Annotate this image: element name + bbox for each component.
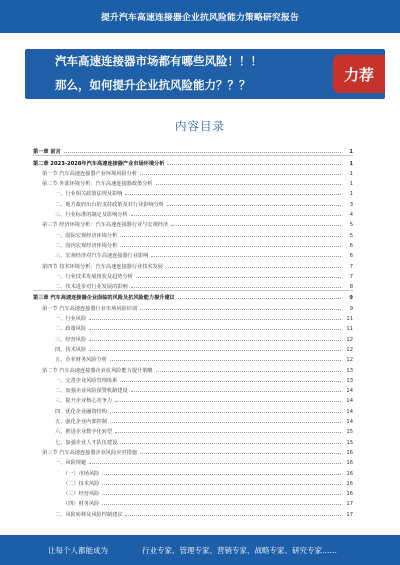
- footer-bar: [0, 535, 400, 565]
- toc-leader-dots: [140, 173, 341, 175]
- toc-entry-page: 9: [349, 295, 353, 302]
- banner-line-1: 汽车高速连接器市场都有哪些风险！！！: [55, 54, 262, 68]
- toc-entry[interactable]: [33, 259, 353, 269]
- toc-entry-page: 8: [349, 284, 353, 291]
- toc-entry-page: 15: [346, 429, 353, 436]
- toc-entry-page: 16: [346, 491, 353, 498]
- toc-entry[interactable]: [33, 425, 353, 435]
- toc-leader-dots: [156, 370, 341, 372]
- toc-entry-page: 1: [349, 160, 353, 167]
- toc-entry[interactable]: [33, 301, 353, 311]
- toc-entry-page: 12: [346, 346, 353, 353]
- footer-slogan: 让每个人都能成为: [48, 545, 108, 555]
- toc-entry-text: 三、行业标准的制定及影响分析: [55, 212, 128, 219]
- toc-entry[interactable]: [33, 197, 353, 207]
- toc-leader-dots: [89, 349, 341, 351]
- toc-entry-text: 二、技术进步对行业发展的影响: [55, 284, 128, 291]
- toc-entry[interactable]: [33, 497, 353, 507]
- toc-leader-dots: [102, 503, 341, 505]
- toc-entry-text: 第一节 汽车高速连接器行业市场风险识别: [42, 305, 138, 312]
- toc-entry-text: 第二章 2023-2028年汽车高速连接器产业市场环境分析: [33, 160, 165, 167]
- toc-entry-page: 15: [346, 439, 353, 446]
- toc-entry-text: 二、地方政府出台的支持政策及对行业影响分析: [55, 201, 164, 208]
- toc-entry[interactable]: [33, 239, 353, 249]
- toc-entry-text: 第三章 汽车高速连接器企业面临的风险及抗风险能力提升建议: [33, 295, 175, 302]
- toc-entry[interactable]: [33, 343, 353, 353]
- toc-entry-text: 二、加强企业风险预警机制建设: [55, 388, 128, 395]
- toc-entry[interactable]: [33, 353, 353, 363]
- toc-leader-dots: [110, 421, 341, 423]
- toc-entry-page: 5: [349, 222, 353, 229]
- toc-entry[interactable]: [33, 187, 353, 197]
- toc-entry[interactable]: [33, 280, 353, 290]
- toc-entry-text: （三）经营风险: [63, 491, 100, 498]
- toc-entry[interactable]: [33, 466, 353, 476]
- toc-leader-dots: [125, 514, 341, 516]
- toc-leader-dots: [151, 255, 341, 257]
- toc-entry-page: 16: [346, 470, 353, 477]
- toc-entry[interactable]: [33, 177, 353, 187]
- toc-entry-text: 一、国际宏观经济环境分析: [55, 232, 118, 239]
- header-bar: [0, 0, 400, 33]
- toc-entry-text: 七、加强企业人才队伍建设: [55, 439, 118, 446]
- toc-entry[interactable]: [33, 415, 353, 425]
- toc-entry[interactable]: [33, 446, 353, 456]
- toc-entry[interactable]: [33, 228, 353, 238]
- toc-entry-text: （二）技术风险: [63, 480, 100, 487]
- toc-entry-text: 三、经营风险: [55, 336, 87, 343]
- toc-entry-page: 1: [349, 181, 353, 188]
- toc-entry-page: 7: [349, 263, 353, 270]
- toc-entry-text: 二、风险转移及风险控制建议: [55, 511, 123, 518]
- toc-entry-page: 1: [349, 170, 353, 177]
- toc-leader-dots: [178, 297, 341, 299]
- toc-entry-text: 三、宏观经济对汽车高速连接器行业影响: [55, 253, 149, 260]
- toc-leader-dots: [166, 266, 341, 268]
- toc-entry-page: 16: [346, 460, 353, 467]
- toc-entry[interactable]: [33, 249, 353, 259]
- toc-entry-text: 一、行业风险: [55, 316, 87, 323]
- toc-leader-dots: [89, 318, 341, 320]
- toc-entry-page: 13: [346, 367, 353, 374]
- toc-entry[interactable]: [33, 322, 353, 332]
- toc-leader-dots: [136, 276, 341, 278]
- toc-leader-dots: [167, 163, 341, 165]
- toc-entry-text: 第二节 汽车高速连接器企业抗风险能力提升策略: [42, 367, 153, 374]
- toc-entry[interactable]: [33, 332, 353, 342]
- toc-entry[interactable]: [33, 477, 353, 487]
- toc-entry[interactable]: [33, 218, 353, 228]
- toc-leader-dots: [115, 431, 341, 433]
- recommend-badge: [333, 55, 385, 93]
- toc-leader-dots: [89, 339, 341, 341]
- toc-entry-page: 16: [346, 449, 353, 456]
- toc-entry-text: 二、国内宏观经济环境分析: [55, 242, 118, 249]
- toc-entry-text: 四、优化企业融资结构: [55, 408, 107, 415]
- toc-entry-text: （四）财务风险: [63, 501, 100, 508]
- toc-entry[interactable]: [33, 290, 353, 301]
- toc-entry-text: 五、强化企业内部控制: [55, 419, 107, 426]
- toc-entry-page: 6: [349, 253, 353, 260]
- toc-entry-page: 16: [346, 480, 353, 487]
- recommend-badge-label: 力荐: [343, 65, 374, 84]
- toc-leader-dots: [120, 245, 341, 247]
- toc-leader-dots: [131, 286, 341, 288]
- toc-entry-text: 一、行业技术发展现状及趋势分析: [55, 273, 133, 280]
- toc-entry[interactable]: [33, 312, 353, 322]
- toc-leader-dots: [120, 380, 341, 382]
- toc-entry[interactable]: [33, 155, 353, 166]
- toc-entry-text: 四、技术风险: [55, 346, 87, 353]
- toc-entry[interactable]: [33, 384, 353, 394]
- toc-leader-dots: [64, 151, 341, 153]
- toc-leader-dots: [120, 235, 341, 237]
- risk-banner: [25, 49, 385, 99]
- toc-entry-text: 六、推进企业数字化转型: [55, 429, 113, 436]
- report-title: 提升汽车高速连接器企业抗风险能力策略研究报告: [101, 13, 299, 23]
- toc-entry-page: 11: [346, 326, 353, 333]
- toc-leader-dots: [131, 214, 341, 216]
- banner-line-2: 那么，如何提升企业抗风险能力？？？: [55, 78, 251, 92]
- toc-leader-dots: [110, 359, 341, 361]
- toc-leader-dots: [140, 452, 341, 454]
- toc-entry-text: 二、政策风险: [55, 326, 87, 333]
- toc-leader-dots: [110, 411, 341, 413]
- toc-leader-dots: [115, 400, 341, 402]
- toc-leader-dots: [171, 224, 341, 226]
- toc-entry-page: 14: [346, 408, 353, 415]
- toc-entry[interactable]: [33, 507, 353, 517]
- table-of-contents: [33, 145, 353, 518]
- toc-leader-dots: [156, 183, 341, 185]
- toc-entry-page: 6: [349, 242, 353, 249]
- toc-entry[interactable]: [33, 404, 353, 414]
- toc-entry-text: 一、行业相关政策法规及影响: [55, 191, 123, 198]
- toc-entry-text: （一）市场风险: [63, 470, 100, 477]
- toc-entry[interactable]: [33, 487, 353, 497]
- toc-entry-text: 第三节 汽车高速连接器企业风险应对措施: [42, 449, 138, 456]
- toc-entry-page: 14: [346, 398, 353, 405]
- toc-entry[interactable]: [33, 270, 353, 280]
- toc-entry[interactable]: [33, 435, 353, 445]
- toc-entry-page: 3: [349, 201, 353, 208]
- toc-leader-dots: [102, 473, 341, 475]
- toc-entry[interactable]: [33, 374, 353, 384]
- toc-leader-dots: [102, 483, 341, 485]
- toc-entry-page: 17: [346, 511, 353, 518]
- footer-experts: 行业专家、管理专家、营销专家、战略专家、研究专家……: [142, 545, 337, 555]
- toc-entry-page: 12: [346, 357, 353, 364]
- toc-leader-dots: [102, 493, 341, 495]
- toc-entry-text: 一、风险规避: [55, 460, 87, 467]
- toc-entry-page: 13: [346, 377, 353, 384]
- toc-title: 内容目录: [175, 119, 225, 133]
- toc-leader-dots: [89, 462, 341, 464]
- toc-entry-page: 17: [346, 501, 353, 508]
- toc-entry-text: 五、企业财务风险分析: [55, 357, 107, 364]
- toc-leader-dots: [131, 390, 341, 392]
- toc-entry-page: 11: [346, 316, 353, 323]
- toc-entry-text: 第三节 经济环境分析：汽车高速连接器行业与宏观经济: [42, 222, 169, 229]
- toc-entry[interactable]: [33, 208, 353, 218]
- toc-leader-dots: [89, 328, 341, 330]
- toc-leader-dots: [125, 193, 341, 195]
- toc-entry-page: 9: [349, 305, 353, 312]
- toc-entry-page: 14: [346, 419, 353, 426]
- toc-entry-text: 第二节 外部环境分析：汽车高速连接器政策分析: [42, 181, 153, 188]
- toc-entry-text: 三、提升企业核心竞争力: [55, 398, 113, 405]
- toc-entry[interactable]: [33, 363, 353, 373]
- toc-leader-dots: [140, 308, 341, 310]
- toc-entry-text: 第一节 汽车高速连接器产业环境风险分析: [42, 170, 138, 177]
- toc-entry-text: 一、完善企业风险管理体系: [55, 377, 118, 384]
- toc-entry-page: 5: [349, 232, 353, 239]
- toc-leader-dots: [167, 204, 341, 206]
- toc-leader-dots: [120, 442, 341, 444]
- toc-entry-page: 14: [346, 388, 353, 395]
- toc-entry-page: 1: [349, 149, 353, 156]
- toc-entry[interactable]: [33, 145, 353, 155]
- toc-entry-text: 第四节 技术环境分析：汽车高速连接器行业技术发展: [42, 263, 163, 270]
- toc-entry-page: 1: [349, 191, 353, 198]
- toc-entry-page: 12: [346, 336, 353, 343]
- toc-entry-page: 7: [349, 273, 353, 280]
- toc-entry-page: 4: [349, 212, 353, 219]
- toc-entry-text: 第一章 前言: [33, 149, 61, 156]
- toc-entry[interactable]: [33, 394, 353, 404]
- toc-entry[interactable]: [33, 167, 353, 177]
- toc-entry[interactable]: [33, 456, 353, 466]
